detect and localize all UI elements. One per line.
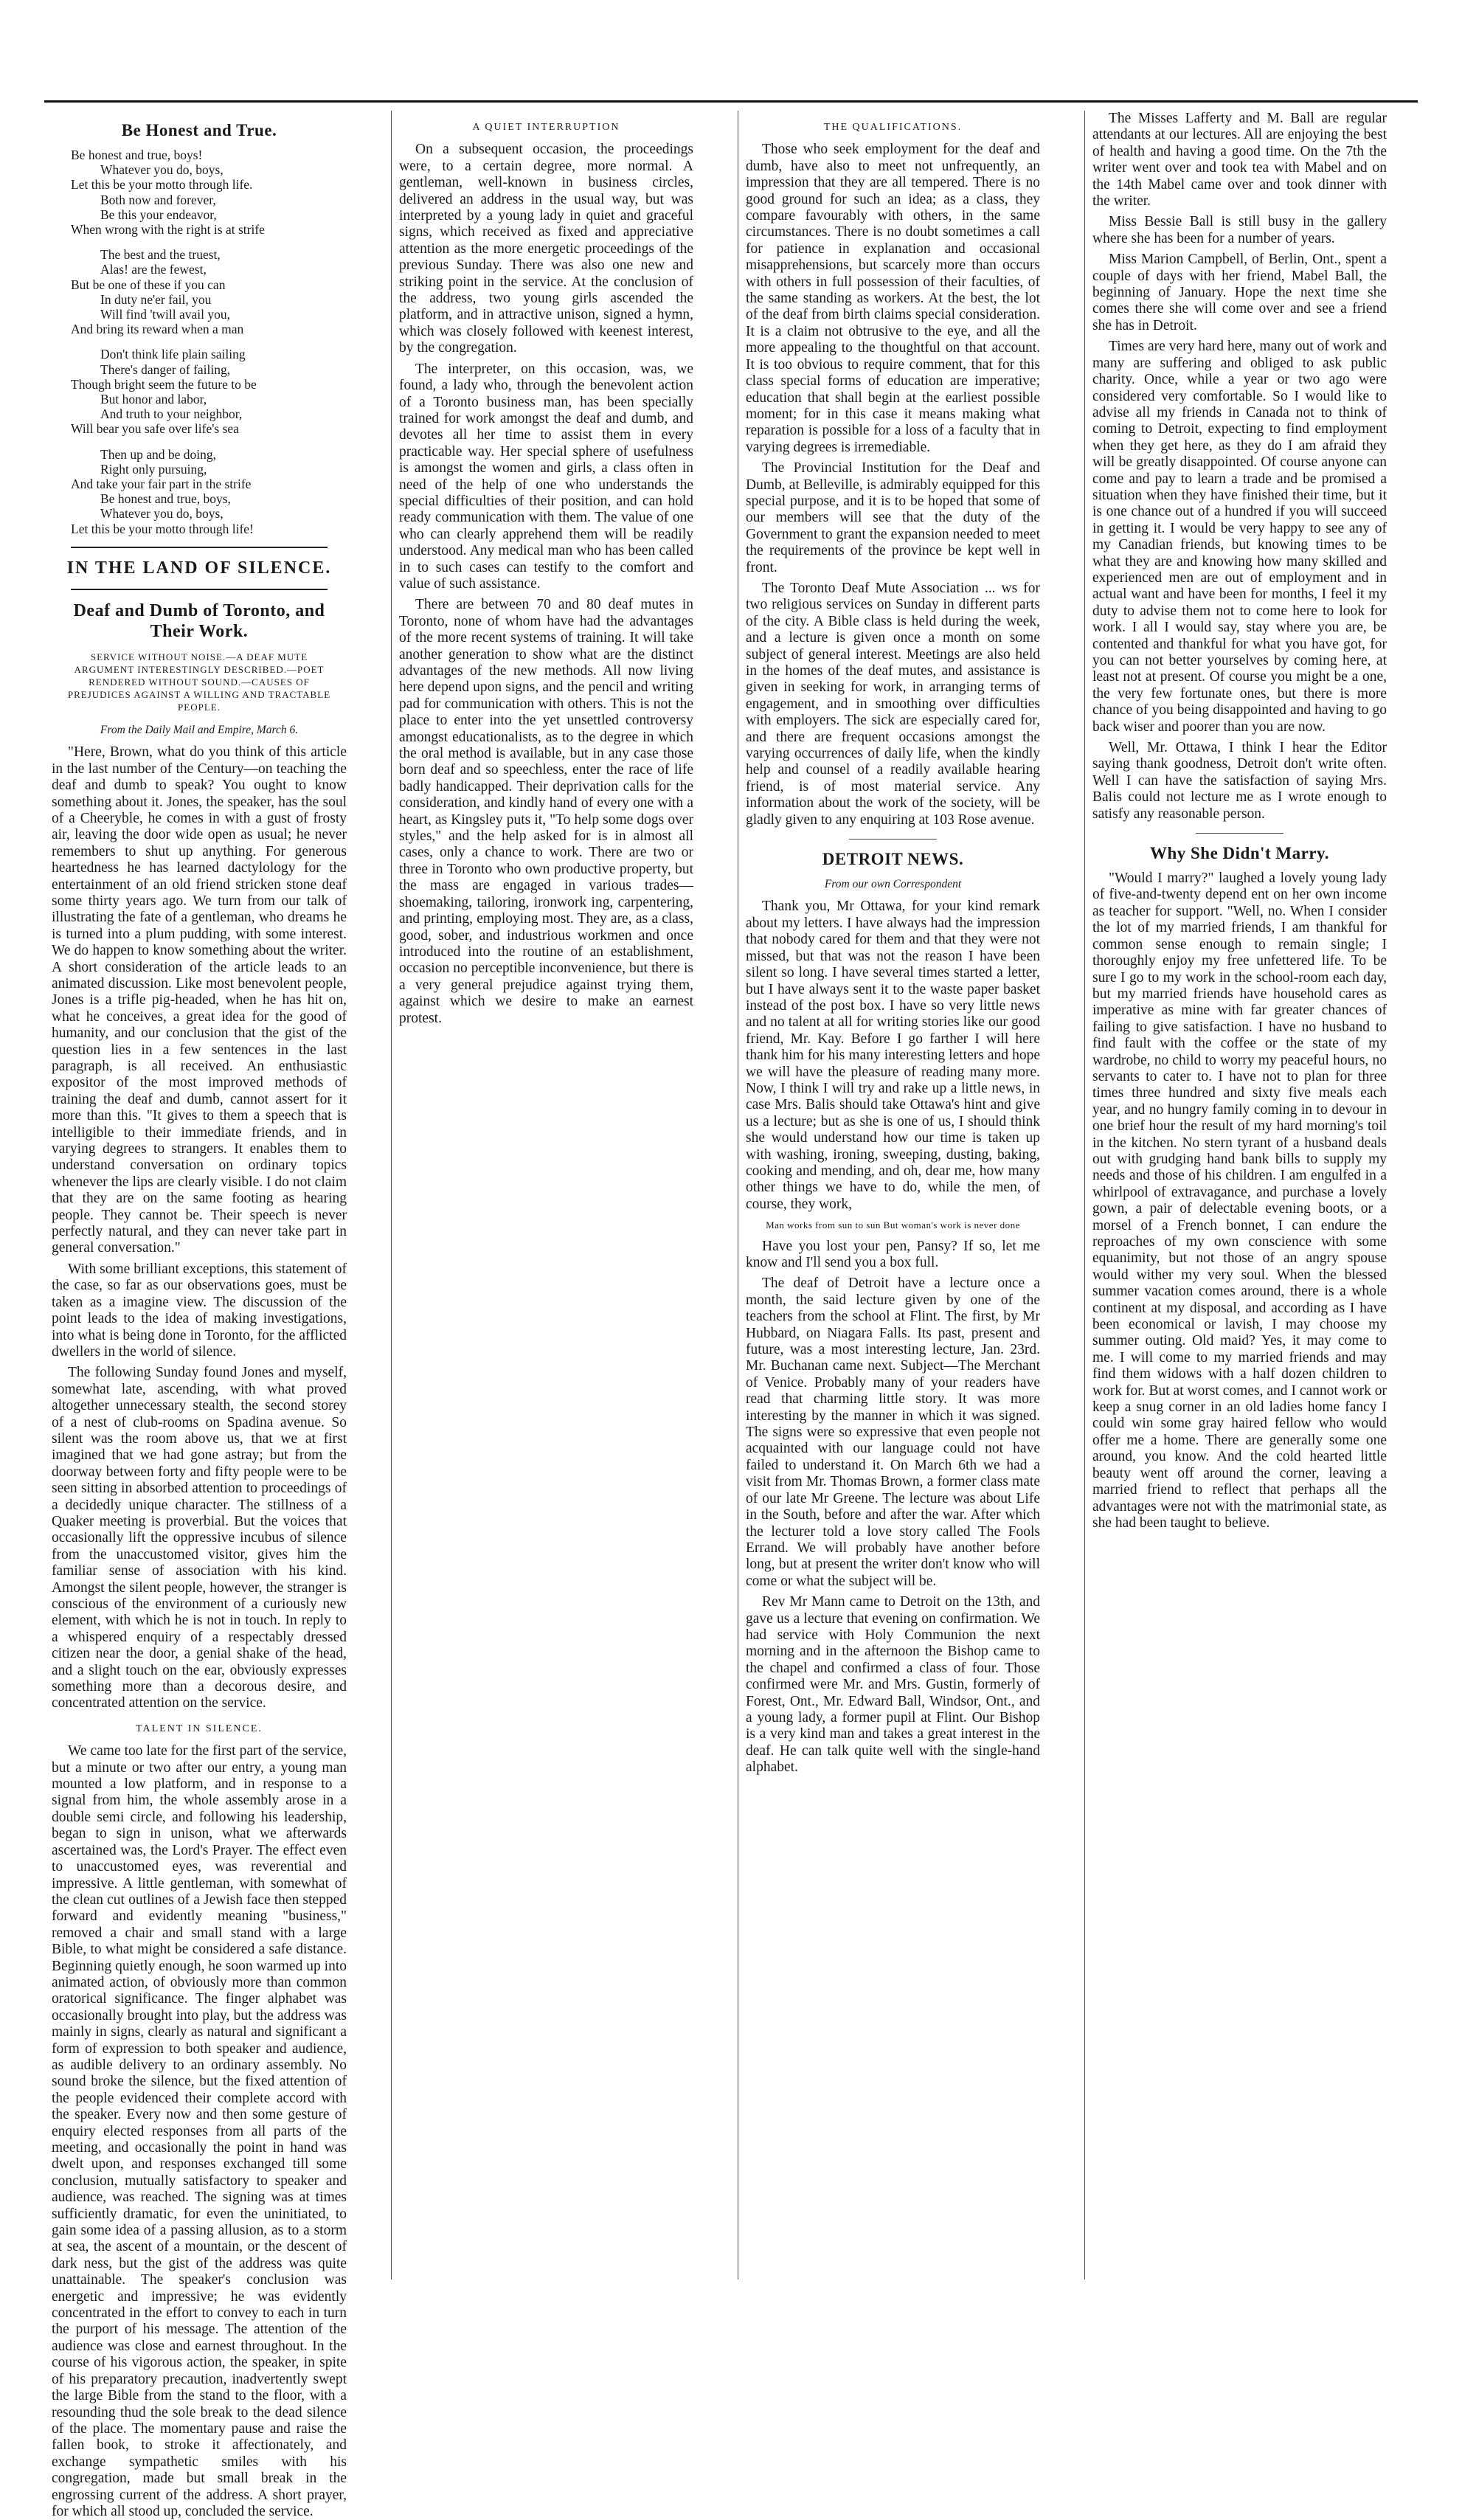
- article-paragraph: Thank you, Mr Ottawa, for your kind remark about my letters. I have always had the impression that nobody cared for them and that they were not missed, but that was not the reason I have been silent so long. I have several times started a letter, but I have always sent it to the waste paper basket instead of the post box. I have so very little news and no talent at all for writing stories like our good friend, Mr. Kay. Before I go farther I will here thank him for his many interesting letters and hope we will have the pleasure of reading many more. Now, I think I will try and rake up a little news, in case Mrs. Balis should take Ottawa's hint and give us a lecture; but as she is one of us, I should think she would understand how our time is taken up with washing, ironing, sweeping, dusting, baking, cooking and mending, and oh, dear me, how many other things we have to do, while the men, of course, they work,: [746, 899, 1040, 1212]
- article-subtitle: Deaf and Dumb of Toronto, and Their Work.: [73, 600, 325, 641]
- column-4: [1084, 111, 1394, 2280]
- article-subhead: A QUIET INTERRUPTION: [472, 122, 620, 133]
- poem: [52, 148, 347, 536]
- poem-line: But honor and labor,: [100, 392, 207, 407]
- poem-line: Let this be your motto through life!: [71, 521, 254, 536]
- article-paragraph: The interpreter, on this occasion, was, we found, a lady who, through the benevolent action of a Toronto business man, has been specially trained for work amongst the deaf and dumb, and devotes all her time to assist them in every practicable way. Her special sphere of usefulness is amongst the women and girls, a class often in need of the help of one who understands the special difficulties of their position, and can hold ready communication with them. The value of one who can clearly apprehend them will be readily understood. Any medical man who has been called in to such cases can testify to the comfort and value of such assistance.: [399, 361, 693, 592]
- article-paragraph: With some brilliant exceptions, this statement of the case, so far as our observations goes, must be taken as a imagine view. The discussion of the point leads to the idea of making investigations, into what is being done in Toronto, for the afflicted dwellers in the world of silence.: [52, 1261, 347, 1360]
- article-paragraph: The following Sunday found Jones and myself, somewhat late, ascending, with what proved altogether unnecessary stealth, the second storey of a nest of club-rooms on Spadina avenue. So silent was the room above us, that we at first imagined that we had gone astray; but from the doorway between forty and fifty people were to be seen sitting in absorbed attention to proceedings of a decidedly unique character. The stillness of a Quaker meeting is proverbial. But the voices that occasionally lift the oppressive incubus of silence from the unaccustomed visitor, gives him the familiar sense of association with his kind. Amongst the silent people, however, the stranger is conscious of the environment of a curiously new element, with which he is not in touch. In reply to a whispered enquiry of a respectably dressed citizen near the door, a genial shake of the head, and a slight touch on the ear, obviously expresses something more than a decorous desire, and concentrated attention on the service.: [52, 1365, 347, 1711]
- article-paragraph: Well, Mr. Ottawa, I think I hear the Editor saying thank goodness, Detroit don't write often. Well I can have the satisfaction of saying Mrs. Balis could not lecture me as I wrote enough to satisfy any reasonable person.: [1092, 740, 1387, 822]
- couplet: Man works from sun to sun But woman's work is never done: [766, 1219, 1020, 1231]
- poem-line: Both now and forever,: [100, 192, 216, 207]
- column-2: [391, 111, 701, 2280]
- article-paragraph: Miss Marion Campbell, of Berlin, Ont., spent a couple of days with her friend, Mabel Ball, the beginning of January. Hope the next time she comes there she will come over and see a friend she has in Detroit.: [1092, 252, 1387, 333]
- article-subhead: TALENT IN SILENCE.: [136, 1723, 263, 1734]
- poem-line: There's danger of failing,: [100, 361, 231, 377]
- article-paragraph: Have you lost your pen, Pansy? If so, let me know and I'll send you a box full.: [746, 1238, 1040, 1270]
- separator-rule: [71, 547, 328, 548]
- poem-line: Alas! are the fewest,: [100, 262, 207, 277]
- poem-line: Though bright seem the future to be: [71, 376, 257, 392]
- article-paragraph: Those who seek employment for the deaf and dumb, have also to meet not unfrequently, an impression that they are all tempered. There is no good ground for such an idea; as a class, they compare favourably with others, in the same circumstances. There is no doubt sometimes a call for patience in explanation and occasional misapprehensions, but scarcely more than occurs with others in full possession of their faculties, of the same standing as workers. At the best, the lot of the deaf from birth claims special consideration. It is a claim not obtrusive to the eye, and all the more appealing to the thoughtful on that account. It is too obvious to require comment, that for this class special forms of education are imperative; education that shall begin at the earliest possible moment; for in this case it means making what reparation is possible for a loss of a faculty that in varying degrees is irremediable.: [746, 142, 1040, 455]
- poem-line: Let this be your motto through life.: [71, 177, 253, 193]
- separator-rule: [1196, 833, 1283, 834]
- poem-line: Whatever you do, boys,: [100, 162, 224, 178]
- article-paragraph: Times are very hard here, many out of work and many are suffering and obliged to ask public charity. Once, while a year or two ago were considered very comfortable. So I would like to advise all my friends in Canada not to think of coming to Detroit, expecting to find employment when they get here, as they do I am afraid they will be greatly disappointed. Of course anyone can come and pay to learn a trade and be promised a situation when they have finished their time, but it is one chance out of a hundred if you will succeed in getting it. I would be very happy to see any of my Canadian friends, but knowing times to be what they are and knowing how many skilled and experienced men are out of employment and in actual want and have been for months, I feel it my duty to advise them not to come here to look for work. I all I would say, stay where you are, be contented and thankful for what you have got, for you can not better yourselves by coming here, at least not at present. Of course you might be a one, the very few fortunate ones, but there is more chance of you being disappointed and having to go back wiser and poorer than you are now.: [1092, 339, 1387, 735]
- poem-line: And truth to your neighbor,: [100, 406, 243, 422]
- article-title: Why She Didn't Marry.: [1149, 844, 1330, 863]
- article-paragraph: The Toronto Deaf Mute Association ... ws for two religious services on Sunday in different parts of the city. A Bible class is held during the week, and a lecture is given once a month on some subject of general interest. Meetings are also held in the homes of the deaf mutes, and assistance is given in seeking for work, in arranging terms of engagement, and in smoothing over difficulties with employers. The sick are especially cared for, and there are frequent occasions amongst the varying occurrences of daily life, when the kindly help and counsel of a readily available hearing friend, is of most material service. Any information about the work of the society, will be gladly given to any enquiring at 103 Rose avenue.: [746, 580, 1040, 828]
- poem-line: And take your fair part in the strife: [71, 477, 252, 492]
- article-paragraph: Rev Mr Mann came to Detroit on the 13th, and gave us a lecture that evening on confirmation. We had service with Holy Communion the next morning and in the afternoon the Bishop came to the chapel and confirmed a class of four. Those confirmed were Mr. and Mrs. Gustin, formerly of Forest, Ont., Mr. Edward Ball, Windsor, Ont., and a young lady, a former pupil at Flint. Our Bishop is a very kind man and takes a great interest in the deaf. He can talk quite well with the single-hand alphabet.: [746, 1594, 1040, 1776]
- poem-line: But be one of these if you can: [71, 277, 226, 292]
- poem-line: Then up and be doing,: [100, 446, 216, 462]
- article-paragraph: There are between 70 and 80 deaf mutes in Toronto, none of whom have had the advantages of the more recent systems of training. It will take another generation to show what are the distinct advantages of the new methods. All now living here depend upon signs, and the pencil and writing pad for communication with others. This is not the place to enter into the yet unsettled controversy amongst educationalists, as to the degree in which the oral method is available, but in any case those born deaf and so speechless, enter the race of life badly handicapped. Their deprivation calls for the consideration, and kindly hand of every one with a heart, as Kingsley puts it, "To help some dogs over styles," and the help asked for is in almost all cases, only a chance to work. There are two or three in Toronto who own productive property, but the mass are engaged in various trades—shoemaking, tailoring, ironwork ing, carpentering, and printing, employing most. They are, as a class, good, sober, and industrious workmen and once introduced into the routine of an establishment, occasion no perceptible inconvenience, but there is a very general prejudice against trying them, against which we desire to make an earnest protest.: [399, 597, 693, 1026]
- column-1: [44, 111, 354, 2519]
- article-banner: IN THE LAND OF SILENCE.: [66, 558, 332, 578]
- article-paragraph: "Would I marry?" laughed a lovely young lady of five-and-twenty depend ent on her own income as teacher for support. "Well, no. When I consider the lot of my married friends, I am thankful for common sense enough to remain single; I thoroughly enjoy my free unfettered life. To be sure I go to my work in the school-room each day, but my married friends have household cares as imperative as mine with far greater chances of failing to give satisfaction. I have no husband to find fault with the coffee or the state of my wardrobe, no child to worry my peaceful hours, no servants to cater to. I have not to plan for three times three hundred and sixty five meals each year, and no hungry family coming in to devour in one brief hour the result of my hard morning's toil in the kitchen. No stern tyrant of a husband deals out with grudging hand bank bills to supply my needs and those of his children. I am engulfed in a whirlpool of extravagance, and purchase a lovely gown, a pair of delectable evening boots, or a morsel of a French bonnet, I can endure the reproaches of my own conscience with some equanimity, but not those of an angry spouse would wither my very soul. When the blessed summer vacation comes around, there is a whole continent at my disposal, and according as I have been economical or lavish, I may choose my summer outing. Old maid? Yes, it may come to me. I will come to my married friends and may find them widows with a half dozen children to work for. But at worst comes, and I cannot work or keep a snug corner in an old ladies home fancy I could win some gray haired fellow who would offer me a home. There are generally some one around, you know. And the cold hearted little beauty went off around the corner, leaving a married friend to reflect that perhaps all the advantages were not with the matrimonial state, as she had been taught to believe.: [1092, 870, 1387, 1531]
- article-paragraph: The Misses Lafferty and M. Ball are regular attendants at our lectures. All are enjoying the best of health and having a good time. On the 7th the writer went over and took tea with Mabel and on the 14th Mabel came over and took dinner with the writer.: [1092, 111, 1387, 210]
- article-title: DETROIT NEWS.: [822, 850, 964, 869]
- article-paragraph: "Here, Brown, what do you think of this article in the last number of the Century—on teaching the deaf and dumb to speak? You ought to know something about it. Jones, the speaker, has the soul of a Cheeryble, he comes in with a gust of frosty air, leaving the door wide open as usual; he never remembers to shut up anything. For generous heartedness he has learned dactylology for the entertainment of an old friend stricken stone deaf some thirty years ago. We turn from our talk of illustrating the fate of a gentleman, who dreams he is turned into a plum pudding, with some interest. We do happen to know something about the writer. A short consideration of the article leads to an animated discussion. Like most benevolent people, Jones is a trifle pig-headed, when he has hit on, what he conceives, a great idea for the good of humanity, and our conclusion that the gist of the question lies in a few sentences in the last paragraph, is all received. An enthusiastic expositor of the most improved methods of training the deaf and dumb, cannot assert for it more than this. "It gives to them a speech that is intelligible to their immediate friends, and in varying degrees to strangers. It enables them to understand conversation on ordinary topics whenever the lips are clearly visible. I do not claim that they are on the same footing as hearing people. They cannot be. Their speech is never perfectly natural, and they can never take part in general conversation.": [52, 744, 347, 1256]
- poem-line: In duty ne'er fail, you: [100, 291, 212, 307]
- top-rule: [44, 100, 1418, 103]
- article-paragraph: We came too late for the first part of the service, but a minute or two after our entry, a young man mounted a low platform, and in response to a signal from him, the whole assembly arose in a double semi circle, and following his leadership, began to sign in unison, what we afterwards ascertained was, the Lord's Prayer. The effect even to unaccustomed eyes, was reverential and impressive. A little gentleman, with somewhat of the clean cut outlines of a Jewish face then stepped forward and evidently meaning "business," removed a chair and small stand with a large Bible, to what might be considered a safe distance. Beginning quietly enough, he soon warmed up into animated action, of obviously more than common oratorical significance. The finger alphabet was occasionally brought into play, but the address was mainly in signs, clearly as natural and significant a form of expression to both speaker and audience, as audible delivery to an ordinary assembly. No sound broke the silence, but the fixed attention of the people evidenced their complete accord with the speaker. Every now and then some gesture of enquiry elected responses from all parts of the meeting, and occasionally the point in hand was dwelt upon, and responses exchanged till some conclusion, mutually satisfactory to speaker and audience, was reached. The signing was at times sufficiently dramatic, for even the uninitiated, to gain some idea of a passing allusion, as to a storm at sea, the ascent of a mountain, or the descent of dark ness, but the gist of the address was quite unattainable. The speaker's conclusion was energetic and impressive; he was evidently concentrated in the effort to convey to each in turn the purport of his message. The attention of the audience was close and earnest throughout. In the course of his vigorous action, the speaker, in spite of his preparatory precaution, inadvertently swept the large Bible from the stand to the floor, with a resounding thud the sole break to the dead silence of the place. The momentary pause and raise the fallen book, to stroke it affectionately, and exchange sympathetic smiles with his congregation, made but small break in the engrossing current of the address. A short prayer, for which all stood up, concluded the service.: [52, 1743, 347, 2519]
- poem-title: Be Honest and True.: [121, 121, 277, 139]
- column-3: [738, 111, 1047, 2280]
- article-deck: SERVICE WITHOUT NOISE.—A DEAF MUTE ARGUMENT INTERESTINGLY DESCRIBED.—POET RENDERED WITHOUT SOUND.—CAUSES OF PREJUDICES AGAINST A WILLING AND TRACTABLE PEOPLE.: [67, 651, 331, 713]
- poem-line: The best and the truest,: [100, 247, 221, 263]
- poem-line: Don't think life plain sailing: [100, 347, 246, 362]
- poem-line: Be this your endeavor,: [100, 207, 217, 222]
- article-paragraph: The Provincial Institution for the Deaf and Dumb, at Belleville, is admirably equipped for this special purpose, and it is to be hoped that some of our members will see that the duty of the Government to grant the expansion needed to meet the requirements of the province be kept well in front.: [746, 460, 1040, 575]
- poem-line: Be honest and true, boys!: [71, 148, 203, 162]
- poem-line: When wrong with the right is at strife: [71, 222, 265, 238]
- article-paragraph: The deaf of Detroit have a lecture once a month, the said lecture given by one of the teachers from the school at Flint. The first, by Mr Hubbard, on Niagara Falls. Its past, present and future, was a most interesting lecture, Jan. 23rd. Mr. Buchanan came next. Subject—The Merchant of Venice. Probably many of your readers have read that charming little story. It was more interesting by the manner in which it was signed. The signs were so expressive that even people not acquainted with our language could not have failed to understand it. On March 6th we had a visit from Mr. Thomas Brown, a former class mate of our late Mr Greene. The lecture was about Life in the South, before and after the war. After which the lecturer told a love story called The Fools Errand. We will probably have another before long, but at present the writer don't know who will come or what the subject will be.: [746, 1275, 1040, 1589]
- article-source: From the Daily Mail and Empire, March 6.: [100, 723, 299, 736]
- poem-line: And bring its reward when a man: [71, 322, 244, 337]
- columns: [44, 111, 1432, 2519]
- poem-line: Will bear you safe over life's sea: [71, 421, 239, 437]
- poem-line: Whatever you do, boys,: [100, 506, 224, 522]
- separator-rule: [849, 839, 937, 840]
- article-paragraph: Miss Bessie Ball is still busy in the gallery where she has been for a number of years.: [1092, 214, 1387, 246]
- article-paragraph: On a subsequent occasion, the proceedings were, to a certain degree, more normal. A gentleman, well-known in business circles, delivered an address in the usual way, but was interpreted by a young lady in quiet and graceful signs, which received as fixed and appreciative attention as the more energetic proceedings of the previous Sunday. There was also one new and striking point in the service. At the conclusion of the address, two young girls ascended the platform, and in attractive unison, signed a hymn, which was closely followed with keenest interest, by the congregation.: [399, 142, 693, 356]
- separator-rule: [71, 589, 328, 590]
- poem-line: Will find 'twill avail you,: [100, 307, 230, 322]
- poem-line: Right only pursuing,: [100, 461, 207, 477]
- poem-line: Be honest and true, boys,: [100, 491, 231, 507]
- article-subhead: THE QUALIFICATIONS.: [823, 122, 963, 133]
- article-byline: From our own Correspondent: [824, 878, 962, 891]
